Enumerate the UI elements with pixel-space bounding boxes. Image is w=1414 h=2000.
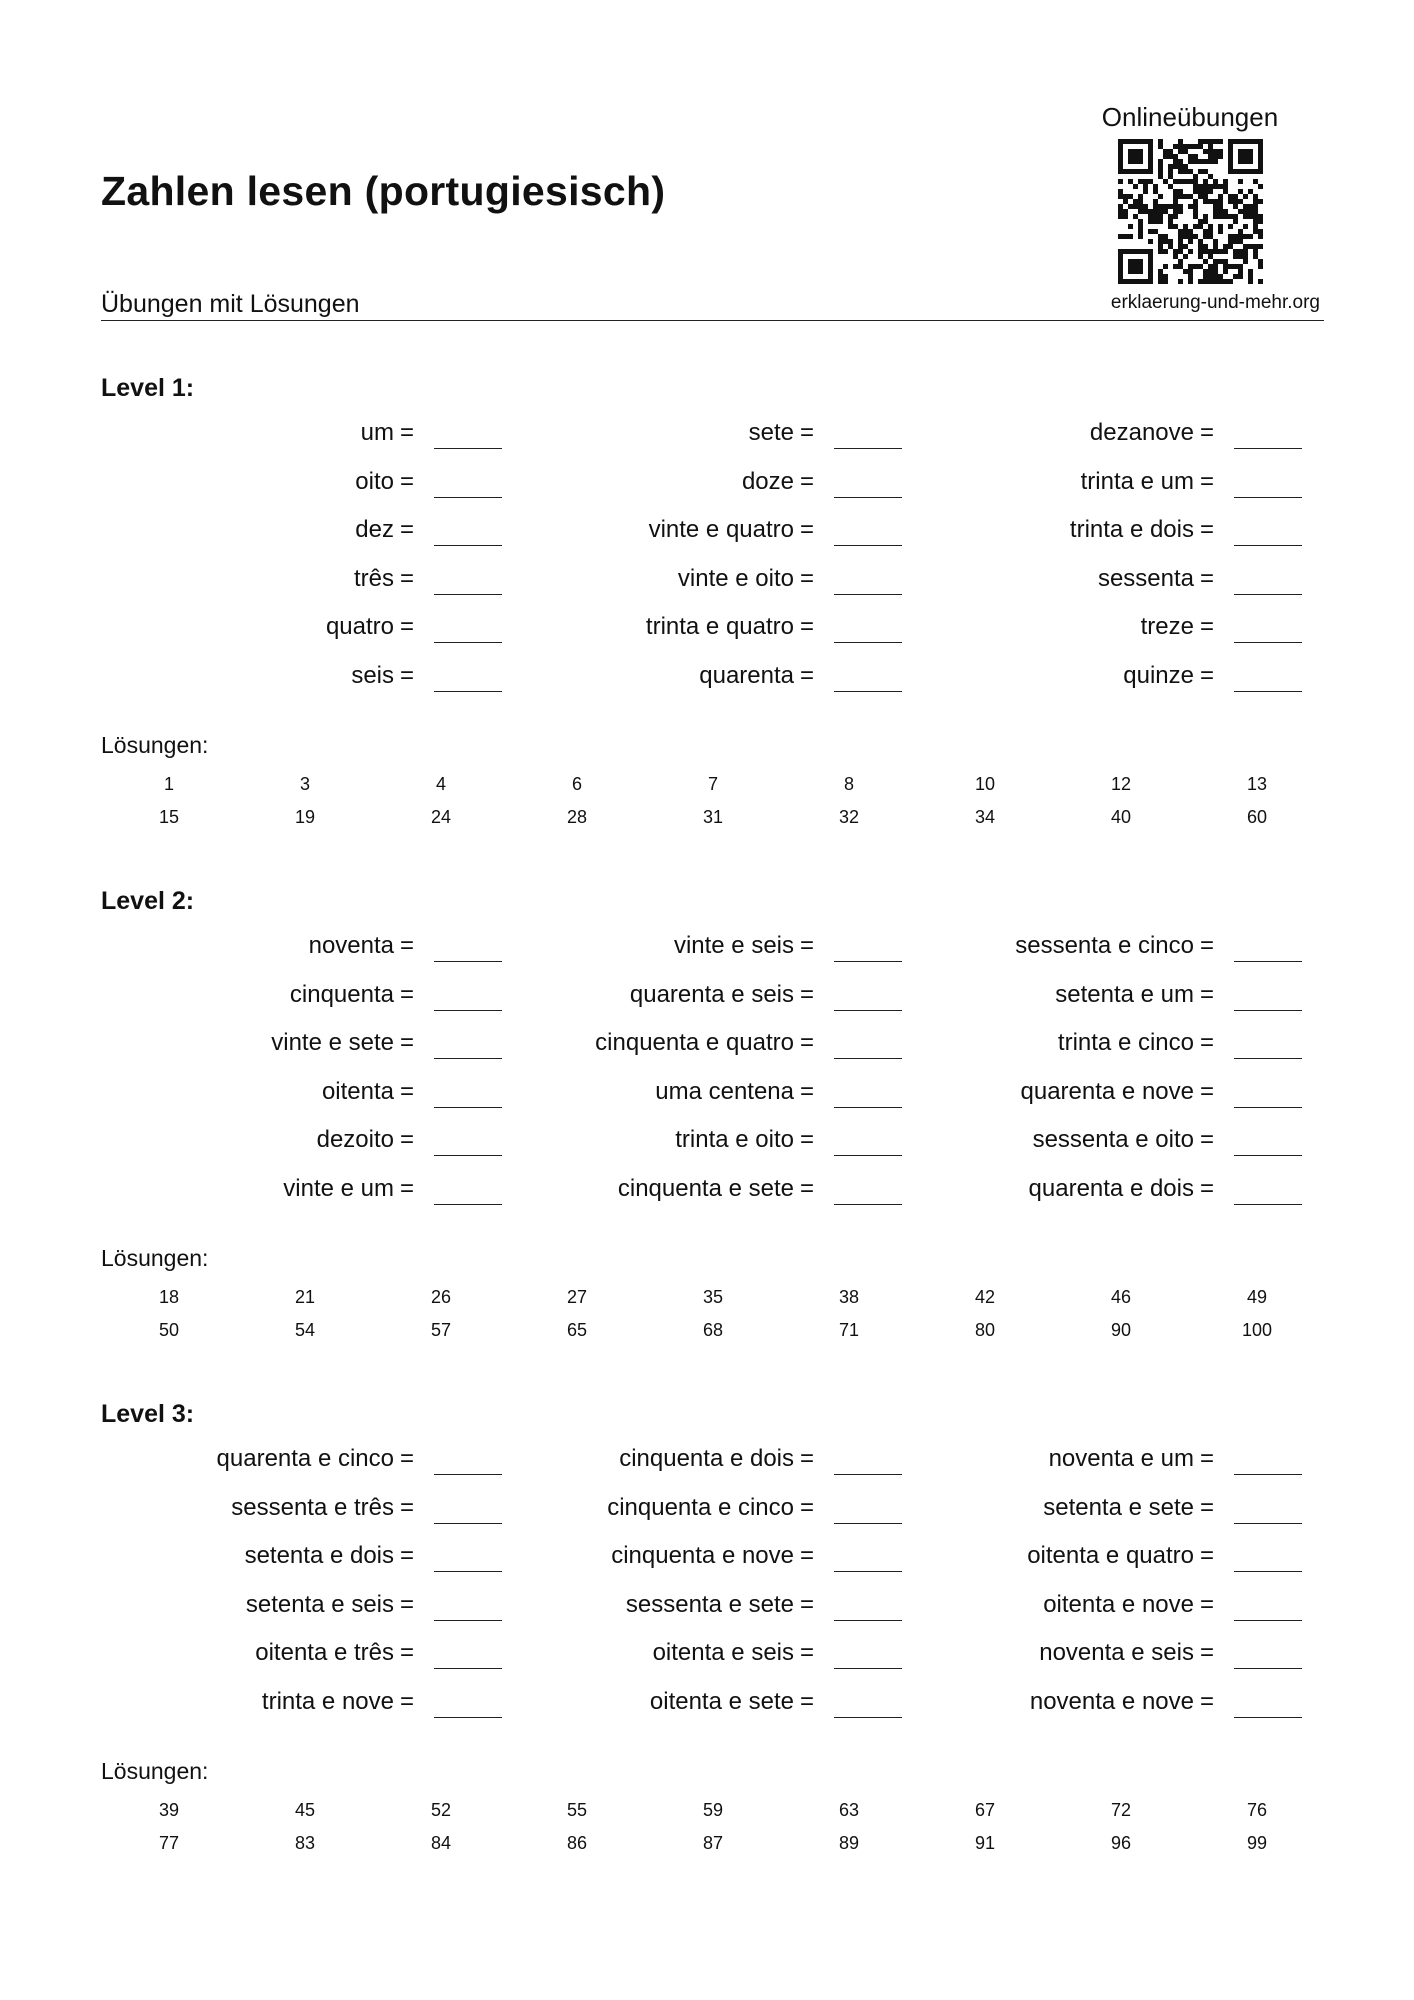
exercise-column [799,925,1302,1217]
solution-number: 76 [1246,1800,1268,1820]
exercise-row [799,412,1302,461]
number-word: oitenta e nove [1043,1590,1194,1618]
solution-number: 90 [1110,1320,1132,1340]
number-word: doze [741,467,794,495]
equals-sign: = [1199,1687,1214,1715]
solution-number: 4 [435,774,446,794]
equals-sign: = [1199,564,1214,592]
exercise-column [799,1438,1302,1730]
exercise-row [799,1584,1302,1633]
website-link[interactable]: erklaerung-und-mehr.org [1110,292,1320,313]
number-word: noventa e nove [1029,1687,1194,1715]
number-word: trinta e um [1080,467,1194,495]
number-word: seis [351,661,394,689]
number-word: dezoito [316,1126,394,1154]
number-word: quarenta e cinco [216,1445,394,1472]
solution-number: 12 [1110,774,1132,794]
number-word: noventa e um [1048,1445,1194,1472]
solution-number: 24 [430,807,452,827]
number-word: oitenta e três [255,1639,394,1667]
solution-number: 15 [158,807,180,827]
equals-sign: = [399,1590,414,1618]
solution-number: 55 [566,1800,588,1820]
exercise-column [799,412,1302,704]
solution-number: 77 [158,1833,180,1853]
level-title: Level 2: [101,887,195,915]
number-word: trinta e quatro [645,613,794,641]
equals-sign: = [1199,1126,1214,1154]
solution-number: 52 [430,1800,452,1820]
solution-number: 72 [1110,1800,1132,1820]
number-word: setenta e dois [244,1542,394,1570]
equals-sign: = [399,1687,414,1715]
solution-number: 7 [707,774,718,794]
solutions-label: Lösungen: [101,732,209,758]
level-title: Level 1: [101,374,195,402]
answer-blank[interactable] [1234,691,1302,692]
answer-blank[interactable] [1234,1717,1302,1718]
equals-sign: = [399,1639,414,1667]
equals-sign: = [799,1077,814,1105]
equals-sign: = [799,661,814,689]
solution-number: 32 [838,807,860,827]
online-exercises-label: Onlineübungen [1101,102,1279,132]
exercise-row [799,1681,1302,1730]
level-section [0,887,1414,1357]
number-word: dezanove [1089,419,1194,446]
solution-number: 96 [1110,1833,1132,1853]
equals-sign: = [799,932,814,959]
equals-sign: = [399,467,414,495]
equals-sign: = [1199,516,1214,544]
exercise-row [799,974,1302,1023]
equals-sign: = [399,1542,414,1570]
equals-sign: = [799,516,814,544]
solution-number: 99 [1246,1833,1268,1853]
answer-blank[interactable] [1234,497,1302,498]
number-word: três [353,564,394,592]
solutions-row [0,1287,1414,1311]
number-word: quarenta e seis [629,980,794,1008]
solutions-row [0,1800,1414,1824]
answer-blank[interactable] [1234,1107,1302,1108]
equals-sign: = [399,516,414,544]
solution-number: 67 [974,1800,996,1820]
equals-sign: = [799,1639,814,1667]
header-divider [101,320,1324,321]
number-word: treze [1140,613,1194,641]
number-word: dez [355,516,394,544]
number-word: setenta e seis [245,1590,394,1618]
solutions-row [0,774,1414,798]
solution-number: 42 [974,1287,996,1307]
level-section [0,374,1414,844]
equals-sign: = [1199,932,1214,959]
equals-sign: = [799,1445,814,1472]
number-word: cinquenta e cinco [607,1493,794,1521]
equals-sign: = [799,980,814,1008]
page-title: Zahlen lesen (portugiesisch) [101,168,666,214]
number-word: sessenta [1097,564,1194,592]
solution-number: 40 [1110,807,1132,827]
solution-number: 26 [430,1287,452,1307]
equals-sign: = [1199,1174,1214,1202]
number-word: sete [748,419,794,446]
number-word: quarenta [699,661,794,689]
equals-sign: = [799,1590,814,1618]
solution-number: 83 [294,1833,316,1853]
exercise-row [799,655,1302,704]
number-word: quarenta e dois [1028,1174,1194,1202]
equals-sign: = [1199,1590,1214,1618]
number-word: setenta e um [1055,980,1194,1008]
answer-blank[interactable] [1234,1523,1302,1524]
number-word: trinta e cinco [1057,1029,1194,1057]
equals-sign: = [799,1126,814,1154]
solution-number: 31 [702,807,724,827]
equals-sign: = [1199,419,1214,446]
solution-number: 35 [702,1287,724,1307]
equals-sign: = [1199,661,1214,689]
solution-number: 1 [163,774,174,794]
exercise-row [799,1438,1302,1487]
answer-blank[interactable] [1234,961,1302,962]
solution-number: 60 [1246,807,1268,827]
solution-number: 8 [843,774,854,794]
solution-number: 19 [294,807,316,827]
solution-number: 100 [1241,1320,1273,1340]
number-word: trinta e dois [1069,516,1194,544]
number-word: sessenta e oito [1032,1126,1194,1154]
answer-blank[interactable] [1234,1474,1302,1475]
solution-number: 10 [974,774,996,794]
solution-number: 49 [1246,1287,1268,1307]
equals-sign: = [799,1542,814,1570]
exercise-row [799,1168,1302,1217]
equals-sign: = [799,1493,814,1521]
answer-blank[interactable] [1234,1620,1302,1621]
equals-sign: = [399,564,414,592]
solution-number: 68 [702,1320,724,1340]
number-word: sessenta e cinco [1015,932,1194,959]
number-word: vinte e quatro [648,516,794,544]
level-section [0,1400,1414,1870]
solution-number: 80 [974,1320,996,1340]
solution-number: 3 [299,774,310,794]
answer-blank[interactable] [1234,594,1302,595]
solution-number: 91 [974,1833,996,1853]
number-word: oitenta e sete [649,1687,794,1715]
solution-number: 13 [1246,774,1268,794]
equals-sign: = [399,661,414,689]
solution-number: 21 [294,1287,316,1307]
number-word: cinquenta e nove [611,1542,794,1570]
answer-blank[interactable] [1234,642,1302,643]
equals-sign: = [399,1174,414,1202]
solution-number: 38 [838,1287,860,1307]
solution-number: 87 [702,1833,724,1853]
answer-blank[interactable] [1234,1155,1302,1156]
number-word: vinte e um [283,1174,394,1202]
exercise-row [799,606,1302,655]
solutions-row [0,807,1414,831]
number-word: cinquenta e quatro [595,1029,794,1057]
solution-number: 50 [158,1320,180,1340]
exercise-row [799,509,1302,558]
number-word: uma centena [655,1077,794,1105]
equals-sign: = [799,1029,814,1057]
equals-sign: = [1199,1493,1214,1521]
answer-blank[interactable] [1234,1668,1302,1669]
answer-blank[interactable] [1234,1204,1302,1205]
number-word: um [360,419,394,446]
solutions-label: Lösungen: [101,1245,209,1271]
equals-sign: = [399,1126,414,1154]
number-word: oitenta [321,1077,394,1105]
exercise-row [799,1535,1302,1584]
answer-blank[interactable] [1234,1058,1302,1059]
solution-number: 63 [838,1800,860,1820]
equals-sign: = [799,467,814,495]
equals-sign: = [399,1029,414,1057]
solution-number: 57 [430,1320,452,1340]
number-word: quatro [325,613,394,641]
equals-sign: = [1199,980,1214,1008]
solution-number: 39 [158,1800,180,1820]
qr-code-icon[interactable] [1118,139,1263,284]
solutions-label: Lösungen: [101,1758,209,1784]
number-word: noventa [308,932,394,959]
equals-sign: = [799,613,814,641]
exercise-row [799,1119,1302,1168]
number-word: cinquenta e dois [619,1445,794,1472]
number-word: vinte e seis [673,932,794,959]
solution-number: 84 [430,1833,452,1853]
equals-sign: = [799,1174,814,1202]
number-word: sessenta e sete [625,1590,794,1618]
exercise-row [799,1632,1302,1681]
solution-number: 86 [566,1833,588,1853]
equals-sign: = [399,1445,414,1472]
equals-sign: = [799,419,814,446]
number-word: vinte e sete [271,1029,394,1057]
answer-blank[interactable] [1234,1571,1302,1572]
equals-sign: = [1199,1445,1214,1472]
solution-number: 46 [1110,1287,1132,1307]
solution-number: 54 [294,1320,316,1340]
number-word: noventa e seis [1039,1639,1194,1667]
number-word: oitenta e quatro [1027,1542,1194,1570]
number-word: quinze [1123,661,1194,689]
number-word: trinta e nove [261,1687,394,1715]
number-word: setenta e sete [1043,1493,1194,1521]
number-word: vinte e oito [677,564,794,592]
solution-number: 28 [566,807,588,827]
equals-sign: = [799,564,814,592]
exercise-row [799,558,1302,607]
page-subtitle: Übungen mit Lösungen [101,290,360,318]
solution-number: 6 [571,774,582,794]
equals-sign: = [799,1687,814,1715]
number-word: cinquenta [289,980,394,1008]
exercise-row [799,1071,1302,1120]
equals-sign: = [1199,1542,1214,1570]
solutions-row [0,1320,1414,1344]
equals-sign: = [399,613,414,641]
equals-sign: = [1199,1639,1214,1667]
equals-sign: = [399,932,414,959]
exercise-row [799,1022,1302,1071]
equals-sign: = [1199,613,1214,641]
equals-sign: = [1199,1029,1214,1057]
solution-number: 27 [566,1287,588,1307]
solution-number: 59 [702,1800,724,1820]
level-title: Level 3: [101,1400,195,1428]
number-word: oitenta e seis [652,1639,794,1667]
answer-blank[interactable] [1234,448,1302,449]
equals-sign: = [399,1493,414,1521]
solution-number: 34 [974,807,996,827]
solution-number: 71 [838,1320,860,1340]
solution-number: 89 [838,1833,860,1853]
answer-blank[interactable] [1234,545,1302,546]
number-word: sessenta e três [231,1493,394,1521]
equals-sign: = [399,980,414,1008]
solution-number: 45 [294,1800,316,1820]
exercise-row [799,461,1302,510]
equals-sign: = [1199,467,1214,495]
number-word: oito [355,467,394,495]
answer-blank[interactable] [1234,1010,1302,1011]
number-word: trinta e oito [675,1126,794,1154]
equals-sign: = [399,419,414,446]
solution-number: 18 [158,1287,180,1307]
number-word: cinquenta e sete [617,1174,794,1202]
exercise-row [799,1487,1302,1536]
solution-number: 65 [566,1320,588,1340]
equals-sign: = [1199,1077,1214,1105]
equals-sign: = [399,1077,414,1105]
exercise-row [799,925,1302,974]
solutions-row [0,1833,1414,1857]
number-word: quarenta e nove [1020,1077,1194,1105]
